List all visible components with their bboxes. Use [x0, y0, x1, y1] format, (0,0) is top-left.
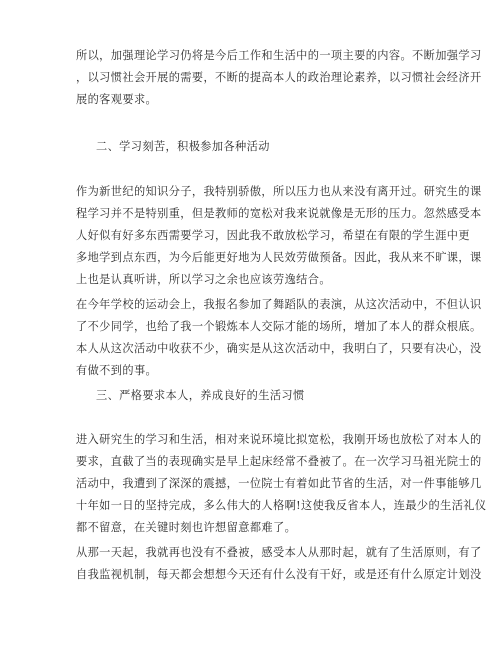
- section-heading-study-hard: 二、学习刻苦，积极参加各种活动: [96, 140, 270, 153]
- text-line: 从那一天起，我就再也没有不叠被，感受本人从那时起，就有了生活原则，有了: [76, 546, 482, 559]
- text-line: 在今年学校的运动会上，我报名参加了舞蹈队的表演，从这次活动中，不但认识: [76, 298, 482, 311]
- text-line: 人好似有好多东西需要学习，因此我不敢放松学习，希望在有限的学生涯中更: [76, 229, 470, 242]
- text-line: 作为新世纪的知识分子，我特别骄傲，所以压力也从来没有离开过。研究生的课: [76, 185, 482, 198]
- text-line: 有做不到的事。: [76, 364, 158, 377]
- text-line: 进入研究生的学习和生活，相对来说环境比拟宽松，我刚开场也放松了对本人的: [76, 433, 482, 446]
- text-line: 都不留意，在关键时刻也许想留意都难了。: [76, 521, 297, 534]
- text-line: 上也是认真听讲，所以学习之余也应该劳逸结合。: [76, 273, 331, 286]
- paragraph-graduate-life: [76, 429, 487, 539]
- text-line: 多地学到点东西，为今后能更好地为人民效劳做预备。因此，我从来不旷课，课: [76, 251, 482, 264]
- text-line: 自我监视机制，每天都会想想今天还有什么没有干好，或是还有什么原定计划没: [76, 568, 482, 581]
- text-line: ，以习惯社会开展的需要，不断的提高本人的政治理论素养，以习惯社会经济开: [76, 71, 482, 84]
- text-line: 十年如一日的坚持完成，多么伟大的人格啊!这使我反省本人，连最少的生活礼仪: [76, 499, 487, 512]
- text-line: 所以，加强理论学习仍将是今后工作和生活中的一项主要的内容。不断加强学习: [76, 49, 482, 62]
- paragraph-knowledge: [76, 181, 482, 291]
- text-line: 展的客观要求。: [76, 93, 158, 106]
- text-line: 活动中，我遭到了深深的震撼，一位院士有着如此节省的生活，对一件事能够几: [76, 477, 482, 490]
- section-heading-living-habits: 三、严格要求本人，养成良好的生活习惯: [96, 389, 305, 402]
- text-line: 程学习并不是特别重，但是教师的宽松对我来说就像是无形的压力。忽然感受本: [76, 207, 482, 220]
- text-line: 本人从这次活动中收获不少，确实是从这次活动中，我明白了，只要有决心，没: [76, 342, 482, 355]
- text-line: 了不少同学，也给了我一个锻炼本人交际才能的场所，增加了本人的群众根底。: [76, 320, 482, 333]
- paragraph-from-that-day: [76, 542, 482, 586]
- paragraph-sports-meet: [76, 294, 482, 382]
- paragraph-theory-study: [76, 45, 482, 111]
- text-line: 要求，直截了当的表现确实是早上起床经常不叠被了。在一次学习马祖光院士的: [76, 455, 482, 468]
